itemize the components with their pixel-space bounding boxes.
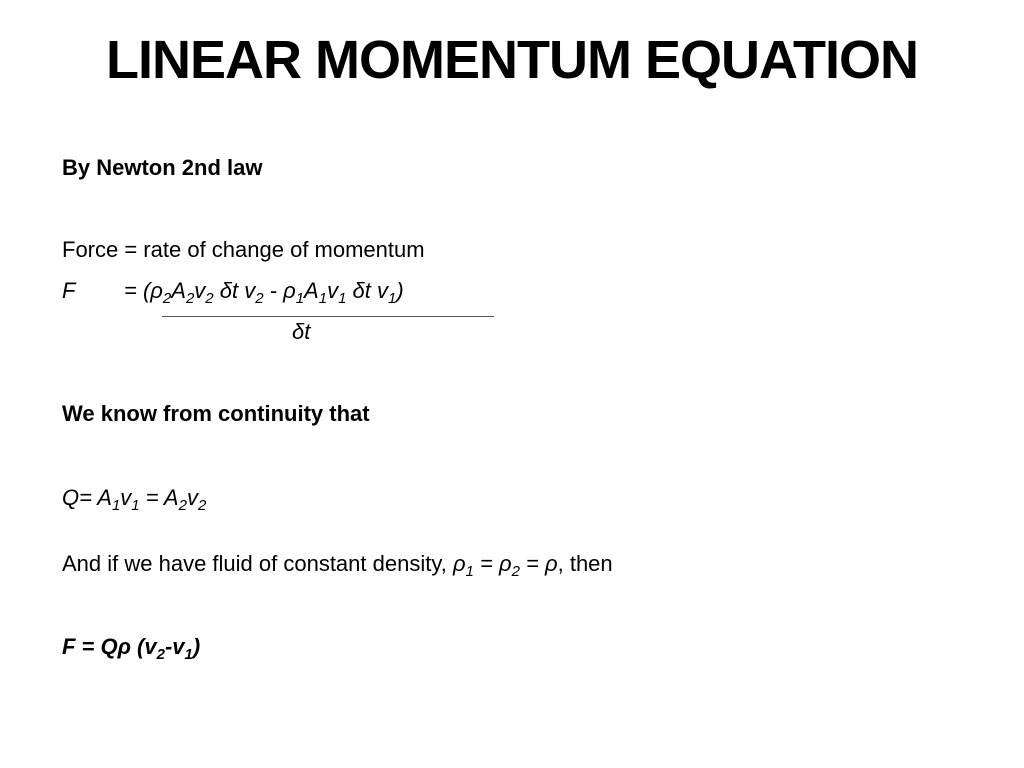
newton-heading: By Newton 2nd law — [62, 155, 263, 180]
continuity-heading: We know from continuity that — [62, 401, 370, 426]
fraction-denominator: δt — [292, 319, 311, 344]
force-equation: $F = (\rho_2A_2v_2$ δt $v_2 - \rho_1A_1v_1$ δt $v_1$) — [62, 278, 404, 307]
force-symbol: F — [62, 278, 76, 303]
final-equation: F = Qρ $(v_2-v_1)$ — [62, 634, 201, 663]
force-definition: Force = rate of change of momentum — [62, 237, 425, 262]
density-statement: And if we have fluid of constant density, $\rho_1 = \rho_2 = \rho$, then — [62, 551, 613, 580]
continuity-equation: $Q= A_1v_1 = A_2v_2$ — [62, 485, 207, 514]
slide-title: LINEAR MOMENTUM EQUATION — [106, 30, 918, 90]
fraction-bar — [162, 316, 494, 317]
